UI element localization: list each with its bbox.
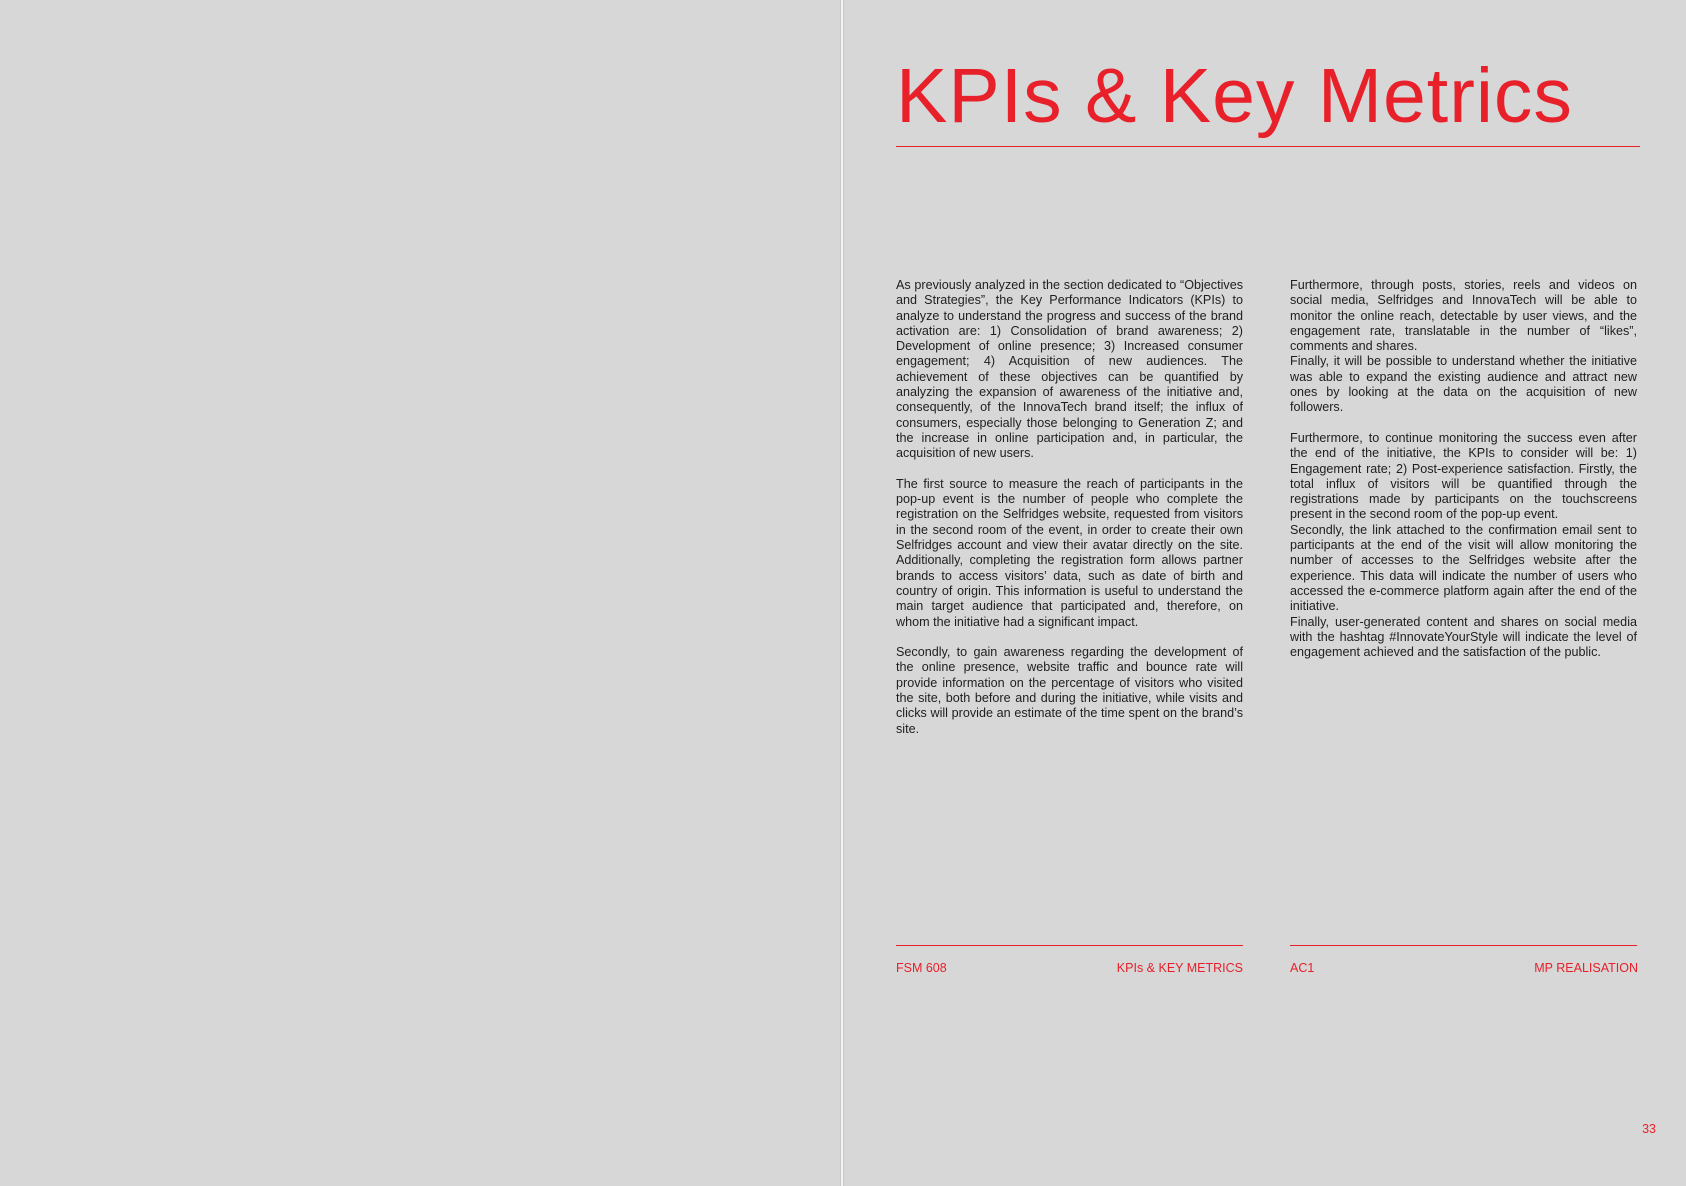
paragraph-online-presence: Secondly, to gain awareness regarding the development of the online presence, website traffic and bounce rate will provide information on the percentage of visitors who visited the site, both before and during the initiative, while visits and clicks will provide an estimate of the time spent on the brand’s site. xyxy=(896,645,1243,736)
paragraph-registration-reach: The first source to measure the reach of participants in the pop-up event is the number of people who complete the registration on the Selfridges website, requested from visitors in the second room of the event, in order to create their own Selfridges account and view their avatar directly on the site. Additionally, completing the registration form allows partner brands to access visitors’ data, such as date of birth and country of origin. This information is useful to understand the main target audience that participated and, therefore, on whom the initiative had a significant impact. xyxy=(896,476,1243,629)
page-number: 33 xyxy=(1642,1122,1656,1136)
page-title: KPIs & Key Metrics xyxy=(896,53,1573,139)
paragraph-kpis-overview: As previously analyzed in the section dedicated to “Objectives and Strategies”, the Key Performance Indicators (KPIs) to analyze to understand the progress and success of the brand activation are: 1) Consolidation of brand awareness; 2) Development of online presence; 3) Increased consumer engagement; 4) Acquisition of new audiences. The achievement of these objectives can be quantified by analyzing the expansion of awareness of the initiative and, consequently, of the InnovaTech brand itself; the influx of consumers, especially those belonging to Generation Z; and the increase in online participation and, in particular, the acquisition of new users. xyxy=(896,278,1243,461)
footer-rule-left xyxy=(896,945,1243,946)
footer-rule-right xyxy=(1290,945,1637,946)
right-text-column xyxy=(1290,278,1637,660)
paragraph-social-media-reach: Furthermore, through posts, stories, reels and videos on social media, Selfridges and InnovaTech will be able to monitor the online reach, detectable by user views, and the engagement rate, translatable in the number of “likes”, comments and shares. xyxy=(1290,278,1637,354)
paragraph-confirmation-email: Secondly, the link attached to the confirmation email sent to participants at the end of the visit will allow monitoring the number of accesses to the Selfridges website after the experience. This data will indicate the number of users who accessed the e-commerce platform again after the end of the initiative. xyxy=(1290,522,1637,614)
footer-module: AC1 xyxy=(1290,961,1315,975)
title-underline xyxy=(896,146,1640,147)
footer-course-code: FSM 608 xyxy=(896,961,947,975)
footer-project: MP REALISATION xyxy=(1534,961,1638,975)
paragraph-new-followers: Finally, it will be possible to understand whether the initiative was able to expand the existing audience and attract new ones by looking at the data on the acquisition of new followers. xyxy=(1290,354,1637,415)
right-page xyxy=(844,0,1686,1186)
paragraph-post-initiative-kpis: Furthermore, to continue monitoring the success even after the end of the initiative, the KPIs to consider will be: 1) Engagement rate; 2) Post-experience satisfaction. Firstly, the total influx of visitors will be quantified through the registrations made by participants on the touchscreens present in the second room of the pop-up event. xyxy=(1290,430,1637,522)
paragraph-user-generated-content: Finally, user-generated content and shares on social media with the hashtag #InnovateYourStyle will indicate the level of engagement achieved and the satisfaction of the public. xyxy=(1290,614,1637,660)
left-page-blank xyxy=(0,0,840,1186)
footer-section-name: KPIs & KEY METRICS xyxy=(1116,961,1243,975)
left-text-column xyxy=(896,278,1243,737)
